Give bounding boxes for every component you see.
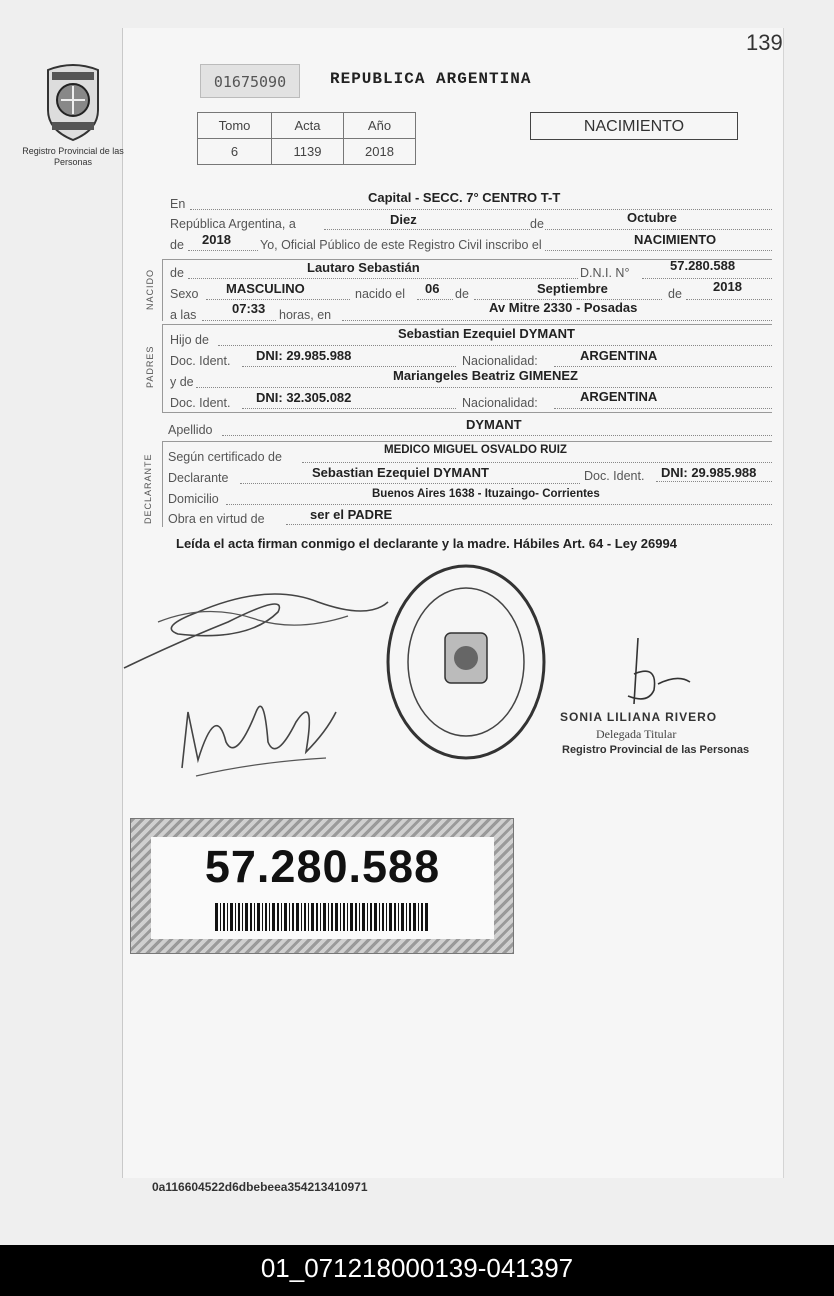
dotted-line — [342, 320, 772, 321]
domicilio-label: Domicilio — [168, 492, 219, 506]
registry-place: Capital - SECC. 7° CENTRO T-T — [368, 190, 561, 205]
hijo-label: Hijo de — [170, 333, 209, 347]
table-cell: 6 — [198, 139, 272, 165]
table-row — [198, 113, 416, 139]
en-label: En — [170, 197, 186, 211]
child-name: Lautaro Sebastián — [307, 260, 420, 275]
dotted-line — [554, 408, 772, 409]
dotted-line — [642, 278, 772, 279]
padres-side-label: PADRES — [145, 345, 155, 388]
table-header: Acta — [272, 113, 344, 139]
doc-label: Doc. Ident. — [170, 354, 231, 368]
doc-label: Doc. Ident. — [170, 396, 231, 410]
dotted-line — [188, 278, 578, 279]
apellido-value: DYMANT — [466, 417, 522, 432]
child-dni: 57.280.588 — [670, 258, 736, 273]
table-header: Tomo — [198, 113, 272, 139]
declarant-signature — [118, 572, 408, 672]
declarant-address: Buenos Aires 1638 - Ituzaingo- Corrientes — [372, 488, 600, 500]
dotted-line — [218, 345, 772, 346]
registry-month: Octubre — [627, 210, 677, 225]
nacido-side-label: NACIDO — [145, 268, 155, 310]
de-label: de — [668, 287, 682, 301]
signer-org: Registro Provincial de las Personas — [562, 744, 750, 756]
dotted-line — [302, 462, 772, 463]
father-doc: DNI: 29.985.988 — [256, 348, 352, 363]
obra-value: ser el PADRE — [310, 507, 393, 522]
declarant-doc: DNI: 29.985.988 — [661, 465, 757, 480]
yde-label: y de — [170, 375, 194, 389]
document-hash: 0a116604522d6dbebeea354213410971 — [152, 1180, 368, 1194]
dotted-line — [286, 524, 772, 525]
table-cell: 2018 — [344, 139, 416, 165]
birth-year: 2018 — [713, 279, 742, 294]
horas-label: horas, en — [279, 308, 332, 322]
officer-text: Yo, Oficial Público de este Registro Civil inscribo el — [260, 238, 542, 252]
obra-label: Obra en virtud de — [168, 512, 265, 526]
dotted-line — [242, 408, 456, 409]
de-label: de — [530, 217, 544, 231]
barcode-icon — [215, 903, 430, 931]
dotted-line — [202, 320, 276, 321]
de-label: de — [170, 238, 184, 252]
table-header: Año — [344, 113, 416, 139]
dotted-line — [417, 299, 453, 300]
registry-year: 2018 — [202, 232, 231, 247]
birth-place: Av Mitre 2330 - Posadas — [489, 300, 638, 315]
registry-day: Diez — [390, 212, 417, 227]
birth-time: 07:33 — [232, 301, 266, 316]
mother-signature — [176, 672, 346, 782]
republic-label: República Argentina, a — [170, 217, 296, 231]
de-label: de — [170, 266, 184, 280]
dotted-line — [226, 504, 772, 505]
father-nationality: ARGENTINA — [580, 348, 658, 363]
serial-number: 01675090 — [200, 64, 300, 98]
section-border — [162, 441, 163, 527]
mother-name: Mariangeles Beatriz GIMENEZ — [393, 368, 578, 383]
signer-name: SONIA LILIANA RIVERO — [560, 710, 718, 724]
section-divider — [162, 441, 772, 442]
time-label: a las — [170, 308, 197, 322]
de-label: de — [455, 287, 469, 301]
cert-label: Según certificado de — [168, 450, 282, 464]
apellido-label: Apellido — [168, 423, 213, 437]
medical-cert: MEDICO MIGUEL OSVALDO RUIZ — [384, 444, 567, 456]
dni-label: D.N.I. N° — [580, 266, 630, 280]
section-divider — [162, 324, 772, 325]
birth-day: 06 — [425, 281, 440, 296]
closing-legend: Leída el acta firman conmigo el declarante y la madre. Hábiles Art. 64 - Ley 26994 — [176, 536, 677, 551]
province-emblem-icon — [40, 60, 106, 142]
child-sex: MASCULINO — [226, 281, 305, 296]
section-divider — [162, 412, 772, 413]
table-row — [198, 139, 416, 165]
registry-event: NACIMIENTO — [634, 232, 717, 247]
dni-band-number: 57.280.588 — [204, 841, 441, 892]
page-number: 139 — [746, 30, 783, 55]
dotted-line — [554, 366, 772, 367]
section-border — [162, 324, 163, 412]
sexo-label: Sexo — [170, 287, 199, 301]
dotted-line — [196, 387, 772, 388]
dotted-line — [190, 209, 772, 210]
record-type-box: NACIMIENTO — [530, 112, 738, 140]
declarante-label: Declarante — [168, 471, 229, 485]
dotted-line — [242, 366, 456, 367]
mother-nationality: ARGENTINA — [580, 389, 658, 404]
nacionalidad-label: Nacionalidad: — [462, 354, 538, 368]
signer-role: Delegada Titular — [596, 727, 677, 741]
dotted-line — [222, 435, 772, 436]
father-name: Sebastian Ezequiel DYMANT — [398, 326, 575, 341]
birth-month: Septiembre — [537, 281, 608, 296]
doc-label: Doc. Ident. — [584, 469, 645, 483]
footer-code: 01_071218000139-041397 — [0, 1245, 834, 1296]
official-stamp — [385, 563, 547, 761]
dotted-line — [686, 299, 772, 300]
table-cell: 1139 — [272, 139, 344, 165]
record-table — [197, 112, 416, 165]
mother-doc: DNI: 32.305.082 — [256, 390, 352, 405]
dotted-line — [656, 481, 772, 482]
dotted-line — [206, 299, 350, 300]
declarante-side-label: DECLARANTE — [143, 453, 153, 524]
nacionalidad-label: Nacionalidad: — [462, 396, 538, 410]
declarant-name: Sebastian Ezequiel DYMANT — [312, 465, 489, 480]
nacido-label: nacido el — [355, 287, 406, 301]
document-title: REPUBLICA ARGENTINA — [330, 70, 532, 88]
section-border — [162, 259, 163, 321]
dotted-line — [240, 483, 580, 484]
dotted-line — [324, 229, 772, 230]
officer-signature — [598, 634, 698, 714]
emblem-caption: Registro Provincial de las Personas — [22, 146, 124, 167]
